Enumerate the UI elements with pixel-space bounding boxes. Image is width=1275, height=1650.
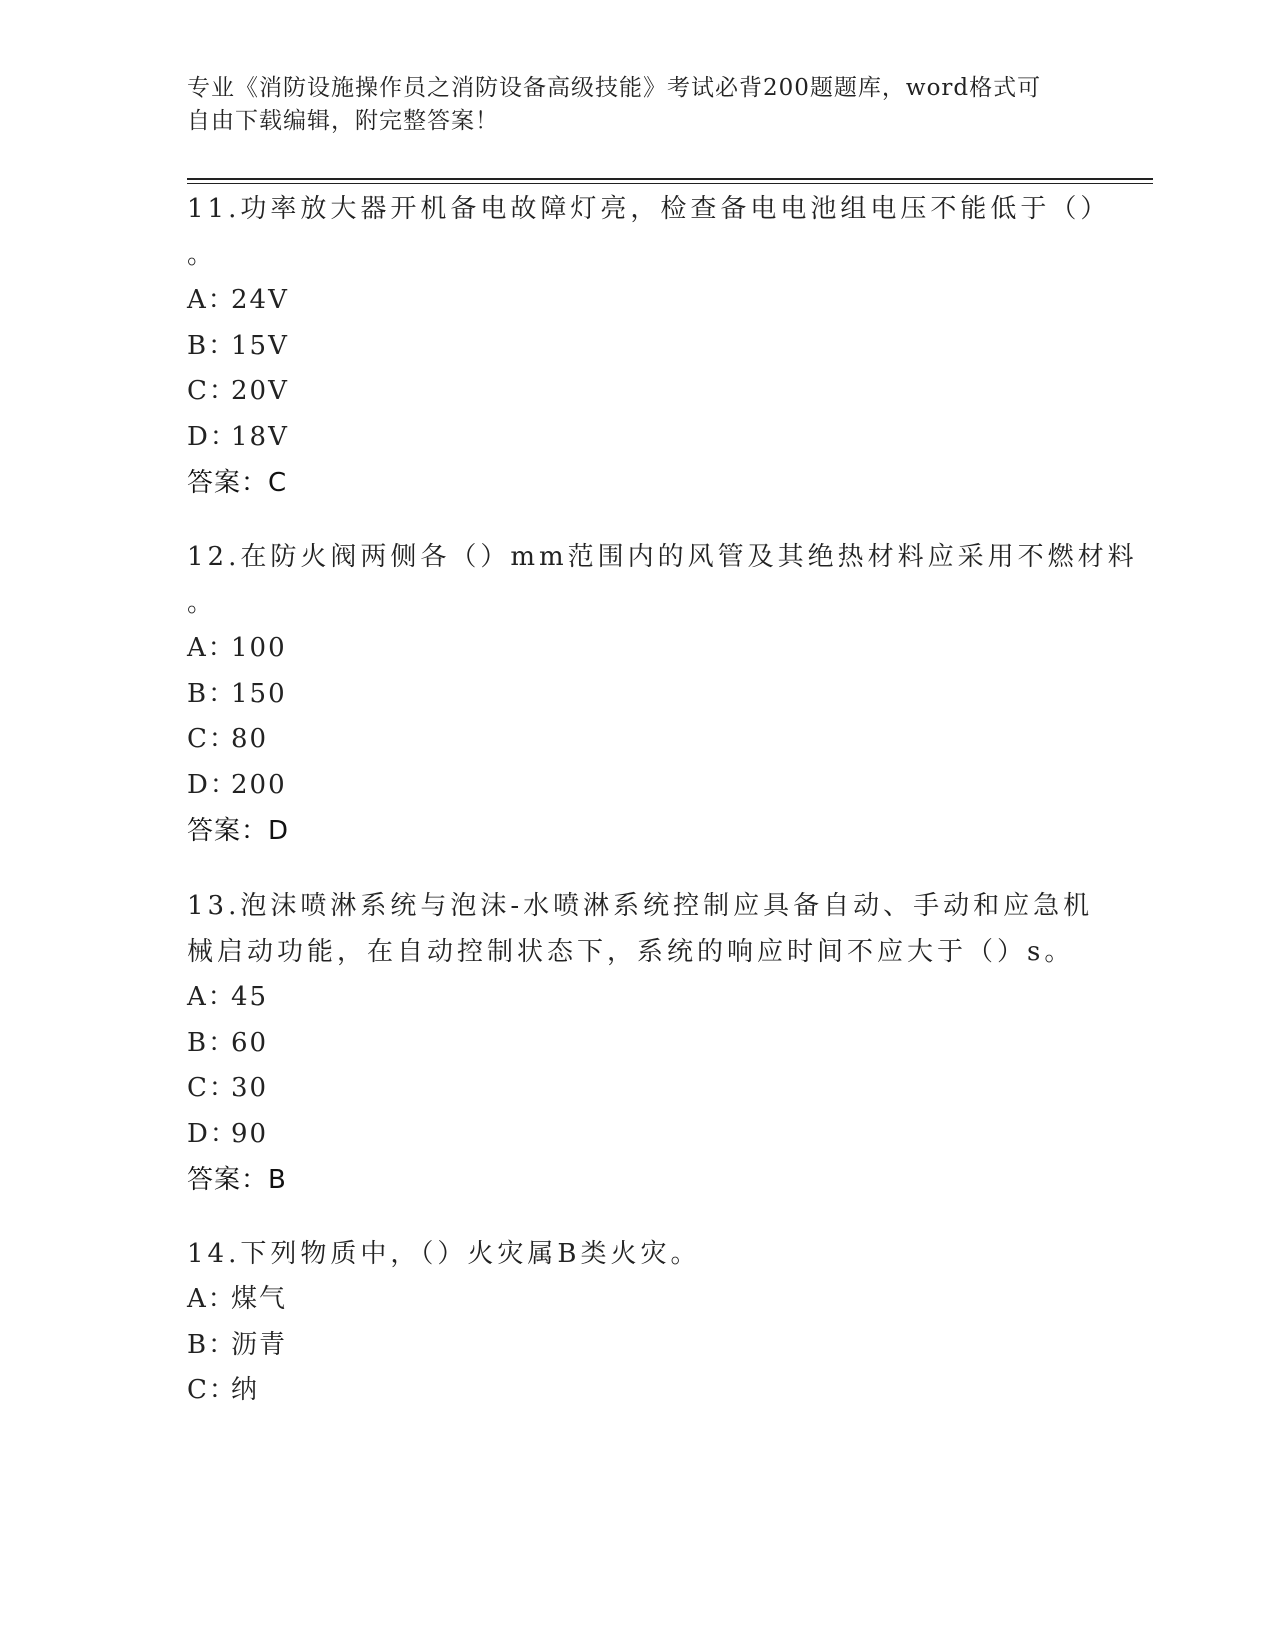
header-divider-thin [187,183,1153,184]
option-a [187,626,1087,672]
option-label: D： [187,769,238,800]
answer-line: 答案：C [187,468,288,498]
header-line-2: 自由下载编辑，附完整答案！ [187,108,499,134]
question-stem-line: 。 [187,588,218,618]
option-text: 纳 [231,1375,260,1405]
option-a [187,278,1087,324]
question-stem-line: 械启动功能，在自动控制状态下，系统的响应时间不应大于（）s。 [187,937,1075,967]
option-label: A： [187,633,236,663]
option-label: A： [187,1284,236,1314]
option-c [187,1368,1087,1414]
option-text: 100 [231,633,287,663]
option-label: D： [187,1118,238,1149]
option-text: 煤气 [231,1284,288,1314]
option-c [187,1066,1087,1112]
option-label: A： [187,982,236,1012]
question-stem-line: 。 [187,240,218,270]
document-header [187,72,1067,138]
option-text: 20V [231,376,289,406]
option-d [187,1112,1087,1158]
question-stem-line: 11.功率放大器开机备电故障灯亮，检查备电电池组电压不能低于（） [187,194,1111,224]
option-b [187,1323,1087,1369]
option-text: 60 [231,1027,269,1058]
option-text: 90 [231,1118,269,1149]
option-c [187,369,1087,415]
option-label: B： [187,1329,237,1360]
option-a [187,1277,1087,1323]
option-label: C： [187,376,237,406]
header-divider-thick [187,178,1153,180]
question-stem [187,883,1094,975]
answer-line: 答案：D [187,816,290,846]
question-stem-line: 12.在防火阀两侧各（）mm范围内的风管及其绝热材料应采用不燃材料 [187,542,1138,572]
question-13 [187,883,1094,1203]
question-stem-line: 13.泡沫喷淋系统与泡沫-水喷淋系统控制应具备自动、手动和应急机 [187,891,1094,921]
question-stem [187,534,1138,626]
option-b [187,324,1087,370]
option-label: D： [187,421,238,452]
option-text: 200 [231,769,287,800]
option-d [187,763,1087,809]
option-label: C： [187,724,237,754]
option-a [187,975,1087,1021]
question-stem-line: 14.下列物质中，（）火灾属B类火灾。 [187,1239,701,1269]
option-label: A： [187,285,236,315]
option-label: C： [187,1375,237,1405]
option-label: B： [187,1027,237,1058]
header-line-1: 专业《消防设施操作员之消防设备高级技能》考试必背200题题库，word格式可 [187,75,1042,101]
option-text: 15V [231,330,289,361]
question-14 [187,1231,1087,1414]
option-text: 18V [231,421,289,452]
question-stem [187,1231,1087,1277]
option-text: 沥青 [231,1329,288,1360]
option-c [187,717,1087,763]
answer-line: 答案：B [187,1165,287,1195]
option-text: 80 [231,724,269,754]
option-label: B： [187,678,237,709]
question-11 [187,186,1111,506]
question-stem [187,186,1111,278]
option-label: B： [187,330,237,361]
option-b [187,672,1087,718]
option-d [187,415,1087,461]
option-text: 30 [231,1073,269,1103]
option-text: 150 [231,678,287,709]
option-b [187,1021,1087,1067]
option-text: 45 [231,982,269,1012]
question-12 [187,534,1138,854]
option-text: 24V [231,285,289,315]
option-label: C： [187,1073,237,1103]
